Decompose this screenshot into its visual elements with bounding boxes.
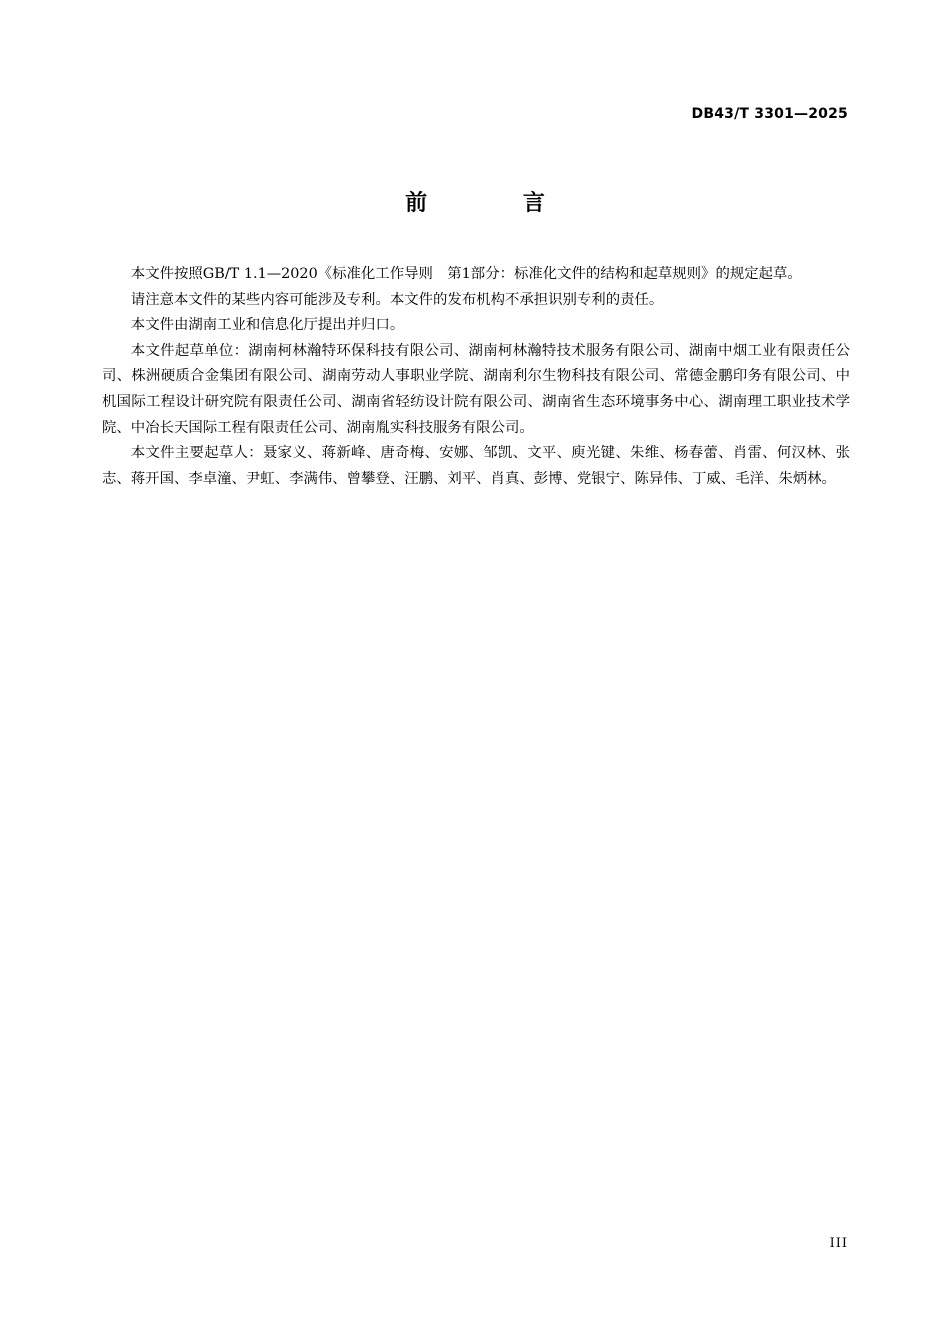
document-code: DB43/T 3301—2025 [691, 106, 848, 122]
page-number: III [829, 1236, 848, 1251]
foreword-body [102, 262, 850, 492]
paragraph-drafting-rules: 本文件按照GB/T 1.1—2020《标准化工作导则 第1部分：标准化文件的结构和起草规则》的规定起草。 [130, 266, 802, 282]
page-title: 前 言 [405, 191, 589, 216]
paragraph-drafting-units: 本文件起草单位：湖南柯林瀚特环保科技有限公司、湖南柯林瀚特技术服务有限公司、湖南中烟工业有限责任公司、株洲硬质合金集团有限公司、湖南劳动人事职业学院、湖南利尔生物科技有限公司、常德金鹏印务有限公司、中机国际工程设计研究院有限责任公司、湖南省轻纺设计院有限公司、湖南省生态环境事务中心、湖南理工职业技术学院、中冶长天国际工程有限责任公司、湖南胤实科技服务有限公司。 [102, 342, 850, 436]
paragraph-proposer: 本文件由湖南工业和信息化厅提出并归口。 [130, 317, 405, 334]
paragraph-patent-notice: 请注意本文件的某些内容可能涉及专利。本文件的发布机构不承担识别专利的责任。 [130, 291, 664, 308]
paragraph-drafters: 本文件主要起草人：聂家义、蒋新峰、唐奇梅、安娜、邹凯、文平、庾光键、朱维、杨春蕾、肖雷、何汉林、张志、蒋开国、李卓潼、尹虹、李满伟、曾攀登、汪鹏、刘平、肖真、彭博、党银宁、陈异伟、丁威、毛洋、朱炳林。 [102, 445, 850, 487]
